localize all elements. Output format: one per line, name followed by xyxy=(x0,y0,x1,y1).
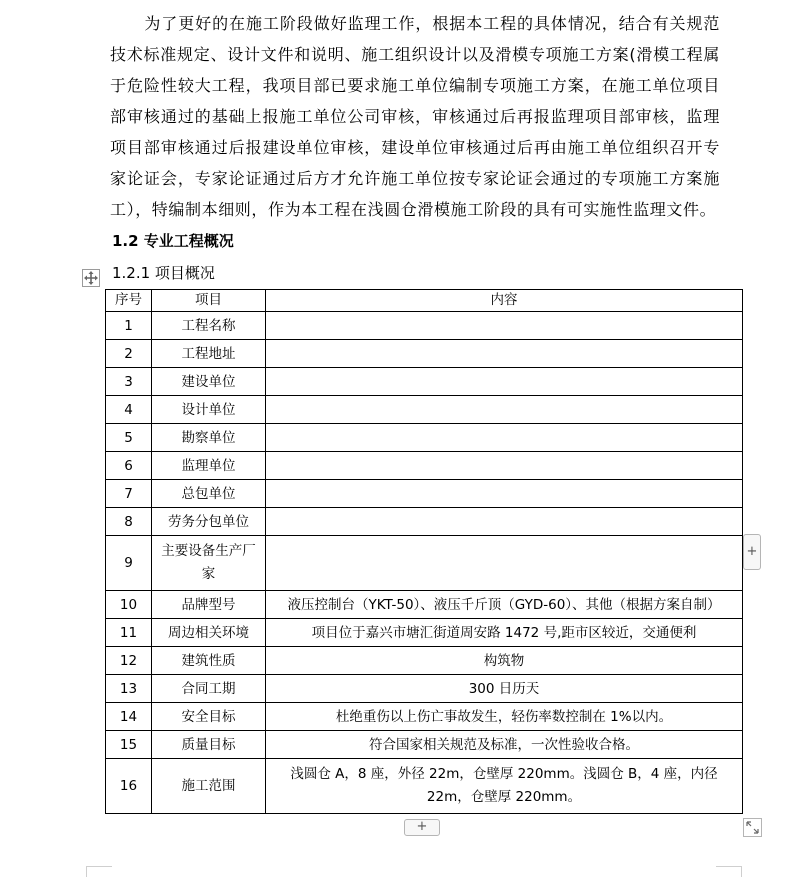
cell-item[interactable]: 安全目标 xyxy=(152,703,266,731)
cell-no[interactable]: 15 xyxy=(106,731,152,759)
cell-content[interactable]: 符合国家相关规范及标准，一次性验收合格。 xyxy=(266,731,743,759)
cell-item[interactable]: 工程名称 xyxy=(152,312,266,340)
cell-item[interactable]: 品牌型号 xyxy=(152,591,266,619)
cell-content[interactable] xyxy=(266,536,743,591)
table-row xyxy=(106,424,743,452)
header-content[interactable]: 内容 xyxy=(266,290,743,312)
cell-content[interactable] xyxy=(266,424,743,452)
cell-item[interactable]: 工程地址 xyxy=(152,340,266,368)
table-row xyxy=(106,480,743,508)
cell-item[interactable]: 建设单位 xyxy=(152,368,266,396)
cell-no[interactable]: 13 xyxy=(106,675,152,703)
cell-no[interactable]: 5 xyxy=(106,424,152,452)
table-row xyxy=(106,731,743,759)
cell-item[interactable]: 建筑性质 xyxy=(152,647,266,675)
cell-item[interactable]: 主要设备生产厂家 xyxy=(152,536,266,591)
cell-no[interactable]: 6 xyxy=(106,452,152,480)
add-row-button[interactable]: + xyxy=(404,819,440,836)
cell-content[interactable] xyxy=(266,480,743,508)
cell-no[interactable]: 16 xyxy=(106,759,152,814)
table-row xyxy=(106,312,743,340)
section-heading: 1.2 专业工程概况 xyxy=(112,232,234,250)
cell-no[interactable]: 7 xyxy=(106,480,152,508)
cell-content[interactable] xyxy=(266,452,743,480)
cell-no[interactable]: 1 xyxy=(106,312,152,340)
cell-item[interactable]: 监理单位 xyxy=(152,452,266,480)
cell-item[interactable]: 质量目标 xyxy=(152,731,266,759)
cell-no[interactable]: 9 xyxy=(106,536,152,591)
cell-no[interactable]: 3 xyxy=(106,368,152,396)
cell-no[interactable]: 10 xyxy=(106,591,152,619)
header-no[interactable]: 序号 xyxy=(106,290,152,312)
move-icon[interactable] xyxy=(82,269,100,287)
table-row xyxy=(106,452,743,480)
cell-content[interactable] xyxy=(266,396,743,424)
cell-content[interactable]: 项目位于嘉兴市塘汇街道周安路 1472 号,距市区较近，交通便利 xyxy=(266,619,743,647)
page-corner-marker-left xyxy=(86,866,112,877)
add-column-button[interactable]: + xyxy=(743,534,761,570)
intro-paragraph-text: 为了更好的在施工阶段做好监理工作，根据本工程的具体情况，结合有关规范技术标准规定、设计文件和说明、施工组织设计以及滑模专项施工方案(滑模工程属于危险性较大工程，我项目部已要求施工单位编制专项施工方案，在施工单位项目部审核通过的基础上报施工单位公司审核，审核通过后再报监理项目部审核，监理项目部审核通过后报建设单位审核，建设单位审核通过后再由施工单位组织召开专家论证会，专家论证通过后方才允许施工单位按专家论证会通过的专项施工方案施工），特编制本细则，作为本工程在浅圆仓滑模施工阶段的具有可实施性监理文件。 xyxy=(110,14,720,219)
cell-content[interactable]: 液压控制台（YKT-50）、液压千斤顶（GYD-60）、其他（根据方案自制） xyxy=(266,591,743,619)
table-row xyxy=(106,536,743,591)
cell-content[interactable] xyxy=(266,368,743,396)
table-row xyxy=(106,675,743,703)
page-corner-marker-right xyxy=(716,866,742,877)
cell-item[interactable]: 施工范围 xyxy=(152,759,266,814)
table-row xyxy=(106,703,743,731)
table-row xyxy=(106,591,743,619)
cell-content[interactable] xyxy=(266,508,743,536)
header-item[interactable]: 项目 xyxy=(152,290,266,312)
cell-content[interactable] xyxy=(266,340,743,368)
cell-no[interactable]: 11 xyxy=(106,619,152,647)
cell-item[interactable]: 周边相关环境 xyxy=(152,619,266,647)
table-row xyxy=(106,759,743,814)
table-row xyxy=(106,368,743,396)
cell-content[interactable]: 浅圆仓 A，8 座，外径 22m，仓壁厚 220mm。浅圆仓 B，4 座，内径 22m，仓壁厚 220mm。 xyxy=(266,759,743,814)
project-overview-table xyxy=(105,289,743,814)
resize-icon[interactable] xyxy=(743,818,762,837)
cell-item[interactable]: 总包单位 xyxy=(152,480,266,508)
cell-no[interactable]: 12 xyxy=(106,647,152,675)
table-row xyxy=(106,508,743,536)
table-row xyxy=(106,396,743,424)
cell-item[interactable]: 劳务分包单位 xyxy=(152,508,266,536)
cell-item[interactable]: 设计单位 xyxy=(152,396,266,424)
cell-content[interactable]: 杜绝重伤以上伤亡事故发生，轻伤率数控制在 1%以内。 xyxy=(266,703,743,731)
cell-content[interactable]: 构筑物 xyxy=(266,647,743,675)
cell-item[interactable]: 合同工期 xyxy=(152,675,266,703)
cell-content[interactable]: 300 日历天 xyxy=(266,675,743,703)
subsection-heading: 1.2.1 项目概况 xyxy=(112,264,215,282)
table-row xyxy=(106,647,743,675)
intro-paragraph xyxy=(110,8,720,225)
cell-no[interactable]: 8 xyxy=(106,508,152,536)
table-header-row xyxy=(106,290,743,312)
cell-content[interactable] xyxy=(266,312,743,340)
cell-no[interactable]: 4 xyxy=(106,396,152,424)
cell-item[interactable]: 勘察单位 xyxy=(152,424,266,452)
cell-no[interactable]: 14 xyxy=(106,703,152,731)
cell-no[interactable]: 2 xyxy=(106,340,152,368)
table-row xyxy=(106,619,743,647)
table-row xyxy=(106,340,743,368)
